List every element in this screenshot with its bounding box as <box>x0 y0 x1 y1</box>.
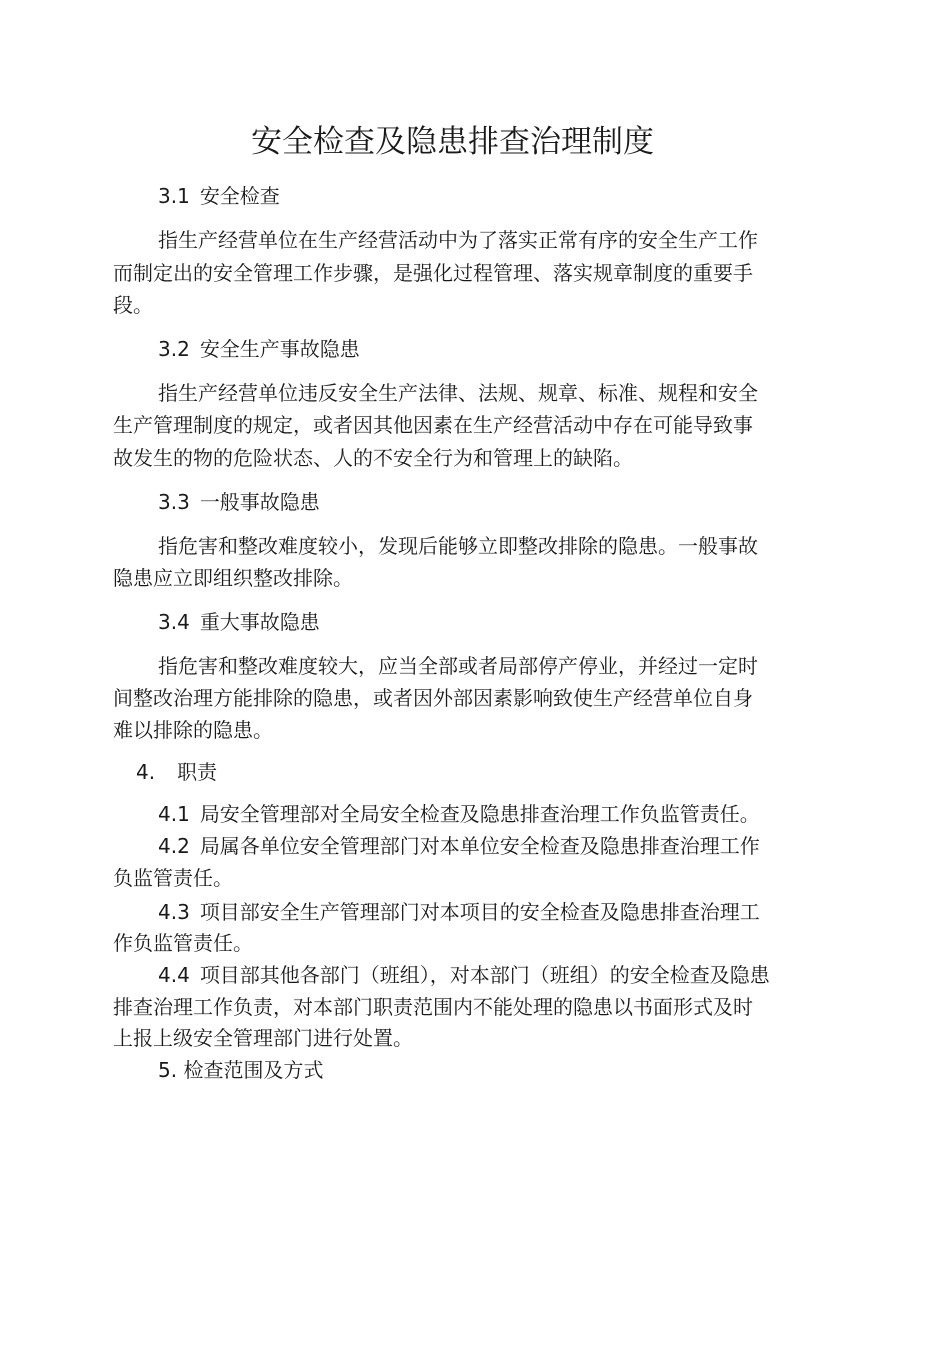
paragraph-line: 段。 <box>113 293 153 317</box>
paragraph-line: 生产管理制度的规定，或者因其他因素在生产经营活动中存在可能导致事 <box>113 413 753 437</box>
section-heading-4 <box>136 758 217 786</box>
section-number: 4. <box>136 760 156 784</box>
clause-4-4 <box>158 961 770 989</box>
paragraph-line: 间整改治理方能排除的隐患，或者因外部因素影响致使生产经营单位自身 <box>113 686 753 710</box>
clause-4-2 <box>158 832 760 860</box>
clause-number: 4.4 <box>158 963 190 987</box>
section-number: 3.4 <box>158 610 190 634</box>
section-heading-3-2 <box>158 335 360 363</box>
paragraph-line: 排查治理工作负责，对本部门职责范围内不能处理的隐患以书面形式及时 <box>113 995 753 1019</box>
clause-4-3 <box>158 898 760 926</box>
paragraph-line: 而制定出的安全管理工作步骤，是强化过程管理、落实规章制度的重要手 <box>113 261 753 285</box>
paragraph-line: 上报上级安全管理部门进行处置。 <box>113 1026 413 1050</box>
clause-number: 4.2 <box>158 834 190 858</box>
paragraph-line: 指危害和整改难度较大，应当全部或者局部停产停业，并经过一定时 <box>158 654 758 678</box>
section-heading-3-3 <box>158 488 320 516</box>
section-heading-3-4 <box>158 608 320 636</box>
paragraph-line: 指危害和整改难度较小，发现后能够立即整改排除的隐患。一般事故 <box>158 534 758 558</box>
section-number: 3.2 <box>158 337 190 361</box>
clause-text: 项目部安全生产管理部门对本项目的安全检查及隐患排查治理工 <box>199 900 760 924</box>
section-heading-text: 一般事故隐患 <box>199 490 320 514</box>
clause-text: 局属各单位安全管理部门对本单位安全检查及隐患排查治理工作 <box>199 834 760 858</box>
paragraph-line: 故发生的物的危险状态、人的不安全行为和管理上的缺陷。 <box>113 446 633 470</box>
paragraph-line: 隐患应立即组织整改排除。 <box>113 566 353 590</box>
paragraph-line: 难以排除的隐患。 <box>113 718 273 742</box>
clause-text: 局安全管理部对全局安全检查及隐患排查治理工作负监管责任。 <box>199 802 760 826</box>
clause-text: 项目部其他各部门（班组），对本部门（班组）的安全检查及隐患 <box>199 963 770 987</box>
clause-number: 4.1 <box>158 802 190 826</box>
paragraph-line: 作负监管责任。 <box>113 931 253 955</box>
section-heading-text: 重大事故隐患 <box>199 610 320 634</box>
section-heading-3-1 <box>158 182 280 210</box>
paragraph-line: 指生产经营单位在生产经营活动中为了落实正常有序的安全生产工作 <box>158 228 758 252</box>
paragraph-line: 指生产经营单位违反安全生产法律、法规、规章、标准、规程和安全 <box>158 381 758 405</box>
section-heading-text: 职责 <box>177 760 218 784</box>
section-heading-5: 5. 检查范围及方式 <box>158 1058 324 1082</box>
document-title: 安全检查及隐患排查治理制度 <box>251 124 654 160</box>
section-number: 3.1 <box>158 184 190 208</box>
section-number: 3.3 <box>158 490 190 514</box>
clause-number: 4.3 <box>158 900 190 924</box>
clause-4-1 <box>158 800 760 828</box>
section-heading-text: 安全检查 <box>199 184 280 208</box>
section-heading-text: 安全生产事故隐患 <box>199 337 360 361</box>
paragraph-line: 负监管责任。 <box>113 866 233 890</box>
